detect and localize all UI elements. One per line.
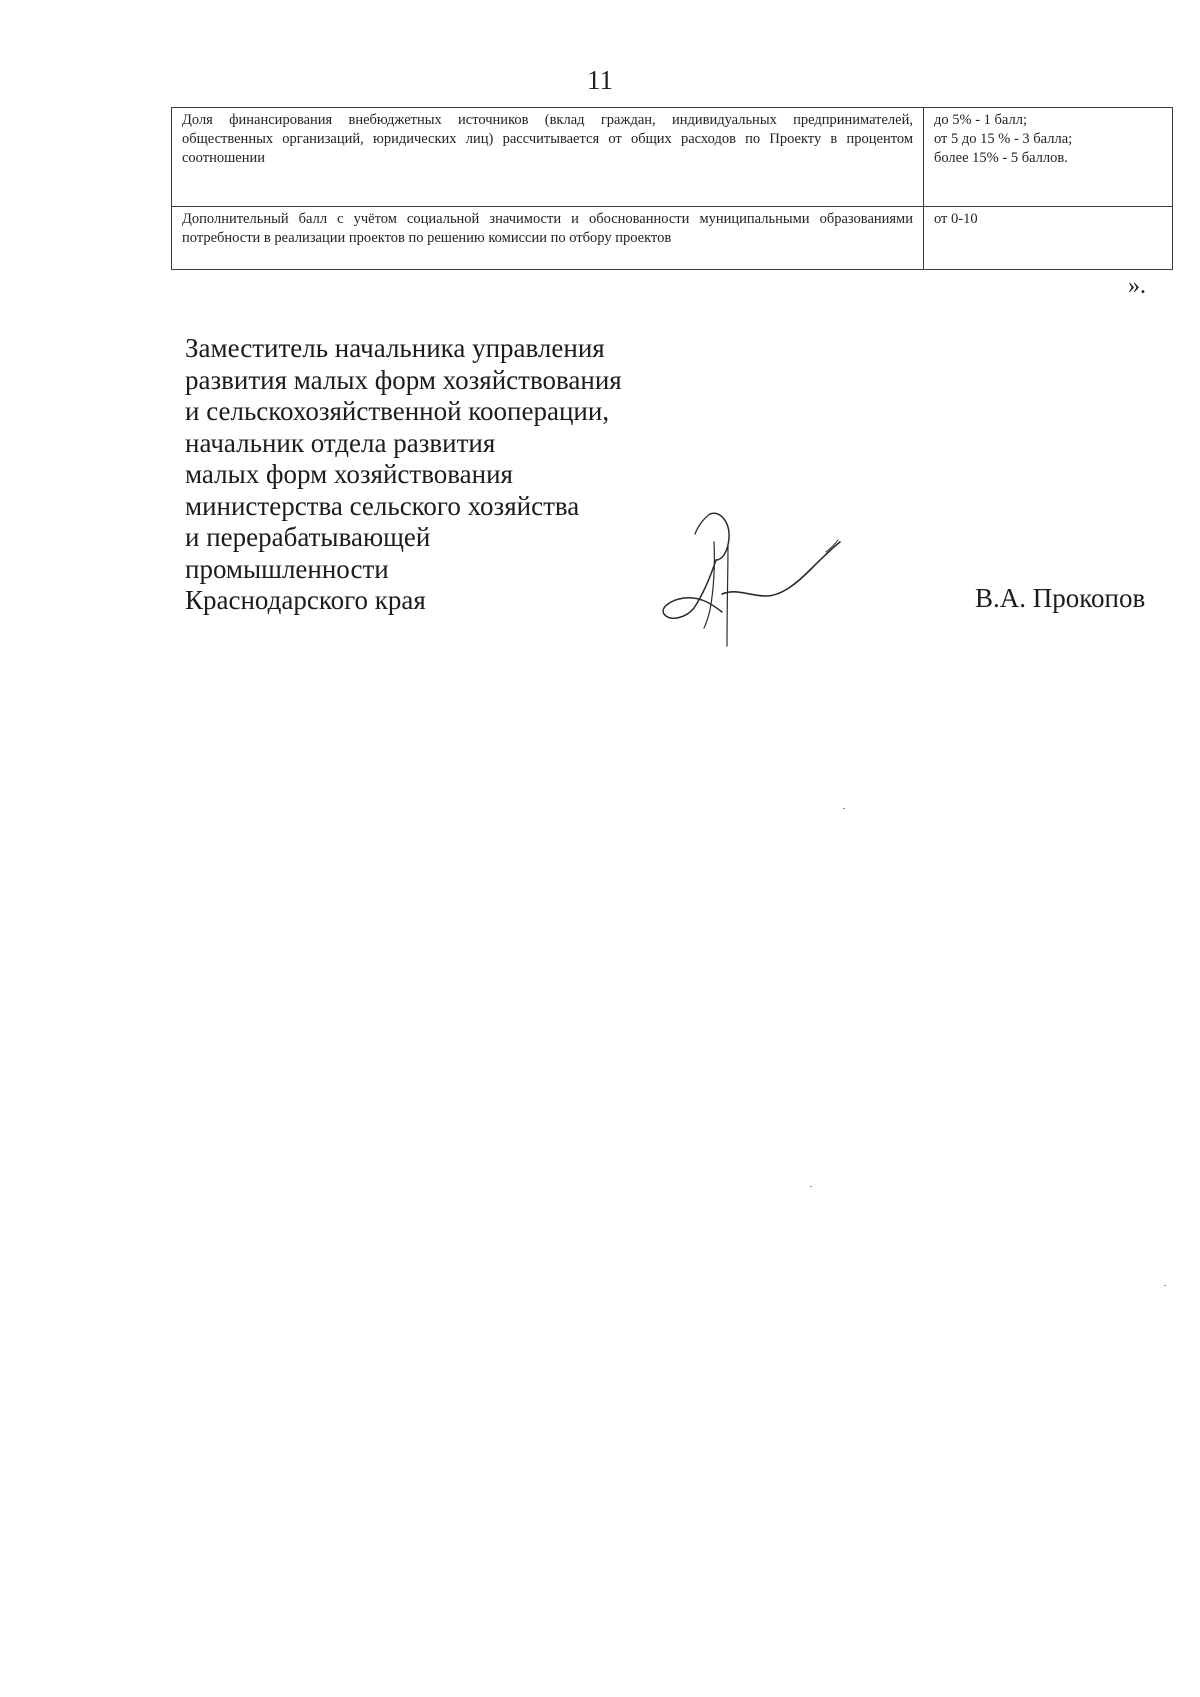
scan-speck xyxy=(810,1186,812,1187)
table-row xyxy=(172,108,1173,207)
score-line: от 5 до 15 % - 3 балла; xyxy=(934,131,1073,147)
criteria-table xyxy=(171,107,1173,270)
signatory-line: начальник отдела развития xyxy=(185,427,496,458)
handwritten-signature xyxy=(650,500,860,650)
signatory-line: Заместитель начальника управления xyxy=(185,333,605,363)
score-cell xyxy=(924,207,1173,270)
signatory-line: министерства сельского хозяйства xyxy=(185,490,580,521)
closing-quote: ». xyxy=(1128,273,1146,299)
score-line: более 15% - 5 баллов. xyxy=(934,150,1068,166)
signatory-line: развития малых форм хозяйствования xyxy=(185,364,622,395)
page-number: 11 xyxy=(587,65,613,95)
signatory-position xyxy=(185,333,622,617)
table-row xyxy=(172,207,1173,270)
signatory-line: малых форм хозяйствования xyxy=(185,459,513,489)
score-cell xyxy=(924,108,1173,207)
score-line: до 5% - 1 балл; xyxy=(934,112,1027,128)
signer-name: В.А. Прокопов xyxy=(975,583,1146,613)
criterion-cell xyxy=(172,207,924,270)
criterion-text: Дополнительный балл с учётом социальной значимости и обоснованности муниципальными образованиями потребности в реализации проектов по решению комиссии по отбору проектов xyxy=(182,211,913,246)
signatory-line: Краснодарского края xyxy=(185,585,426,615)
signatory-line: и перерабатывающей xyxy=(185,522,431,552)
scan-speck xyxy=(843,808,845,809)
criterion-text: Доля финансирования внебюджетных источников (вклад граждан, индивидуальных предпринимателей, общественных организаций, юридических лиц) рассчитывается от общих расходов по Проекту в процентом соотношении xyxy=(182,112,913,166)
scan-speck xyxy=(1164,1285,1166,1286)
signatory-line: промышленности xyxy=(185,553,389,584)
score-line: от 0-10 xyxy=(934,211,978,227)
criterion-cell xyxy=(172,108,924,207)
signatory-line: и сельскохозяйственной кооперации, xyxy=(185,396,610,426)
